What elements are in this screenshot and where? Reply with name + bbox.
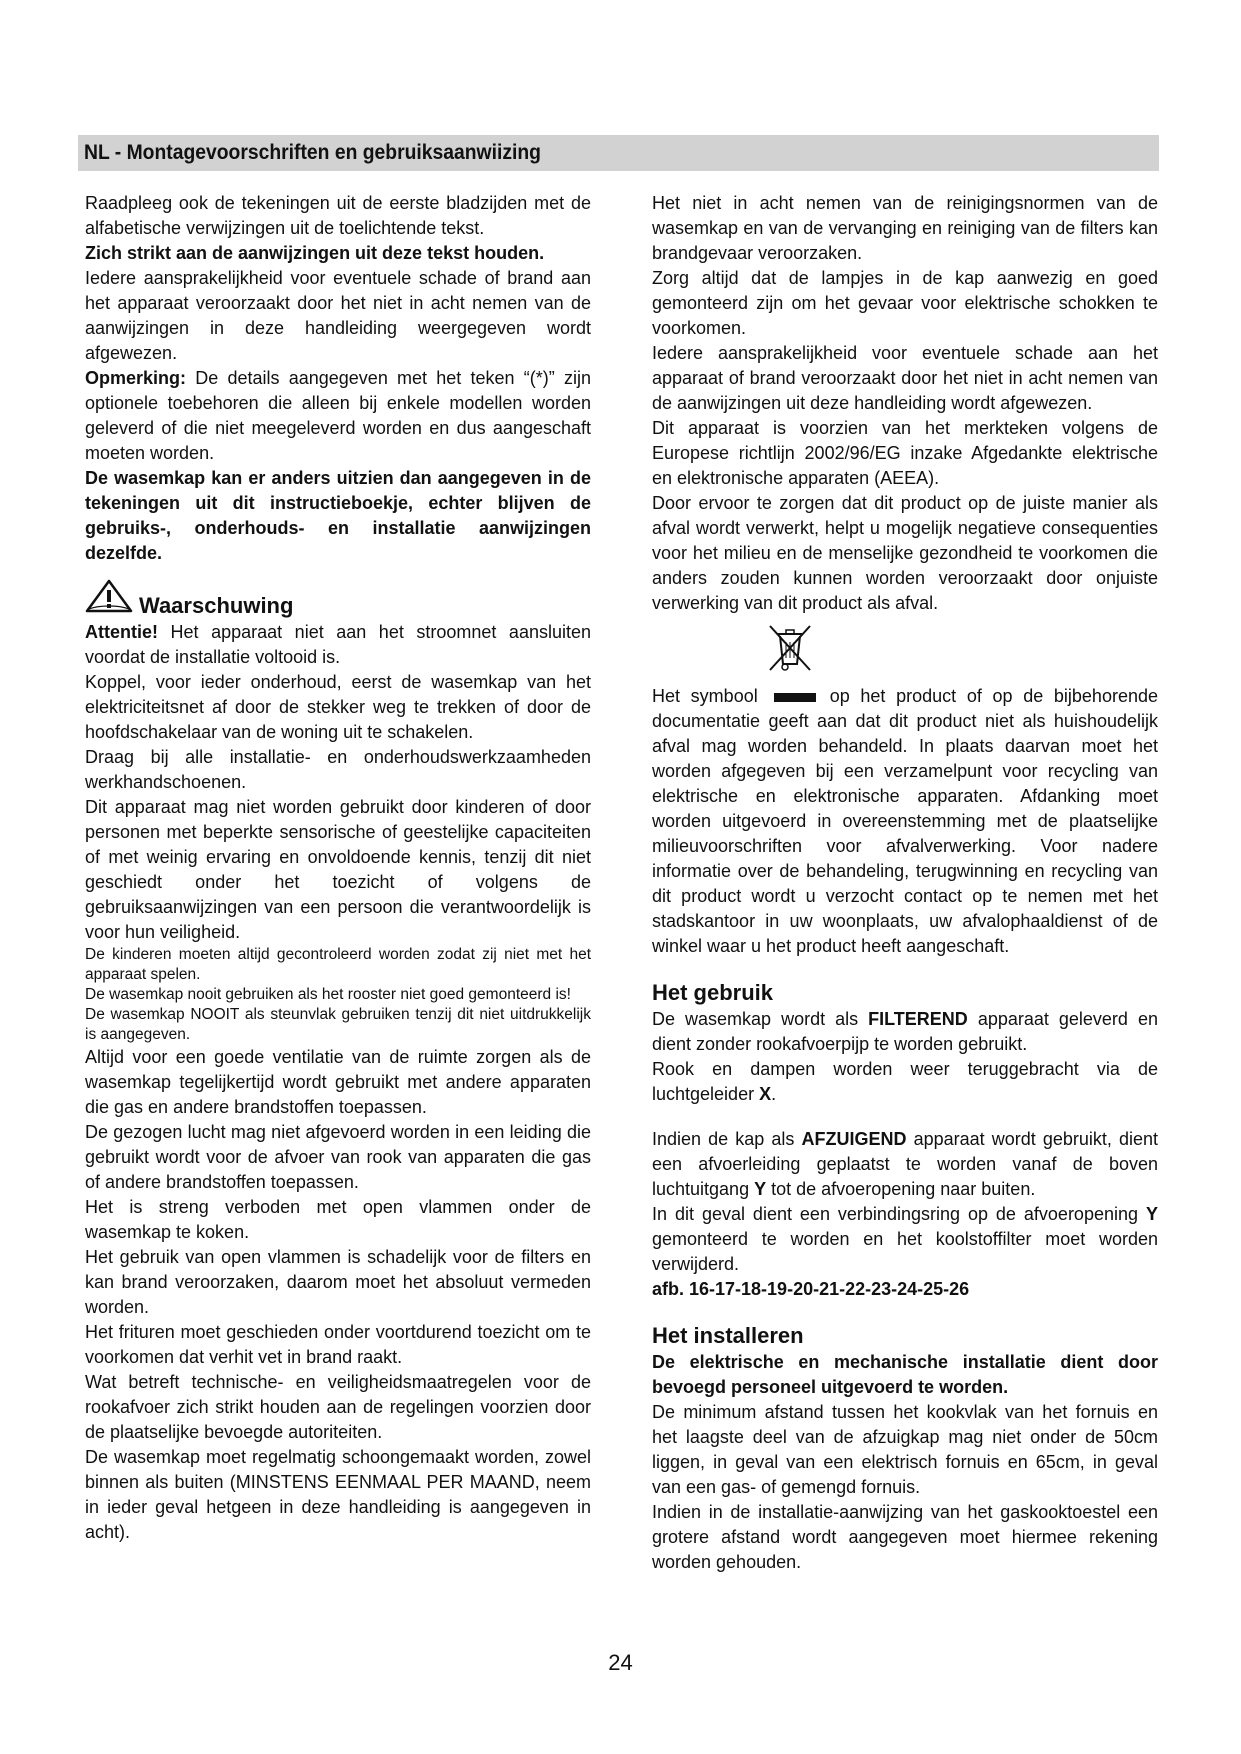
use-paragraph-4 bbox=[652, 1202, 1158, 1277]
children-text: Dit apparaat mag niet worden gebruikt door kinderen of door personen met beperkte sensorische of geestelijke capaciteiten of met weinig ervaring en onvoldoende kennis, tenzij dit niet geschiedt onder het toezicht of volgens de gebruiksaanwijzingen van een persoon die verantwoordelijk is voor hun veiligheid. bbox=[85, 797, 591, 942]
use-p2-a: Rook en dampen worden weer teruggebracht via de luchtgeleider bbox=[652, 1059, 1158, 1104]
symbol-post-text: op het product of op de bijbehorende documentatie geeft aan dat dit product niet als huishoudelijk afval mag worden behandeld. In plaats daarvan moet het worden afgegeven bij een verzamelpunt voor recycling van elektrische en elektronische apparaten. Afdanking moet worden uitgevoerd in overeenstemming met de plaatselijke milieuvoorschriften voor afvalverwerking. Voor nadere informatie over de behandeling, terugwinning en recycling van dit product wordt u verzocht contact op te nemen met het stadskantoor in uw woonplaats, uw afvalophaaldienst of de winkel waar u het product heeft aangeschaft. bbox=[652, 686, 1158, 956]
use-paragraph-2 bbox=[652, 1057, 1158, 1107]
crossed-bin-icon bbox=[762, 620, 818, 678]
page-title: NL - Montagevoorschriften en gebruiksaanwiizing bbox=[84, 141, 541, 164]
use-p3-a: Indien de kap als bbox=[652, 1129, 795, 1149]
use-p2-b: . bbox=[771, 1084, 777, 1104]
weee-symbol-wrap bbox=[652, 620, 1158, 678]
attention-text: Het apparaat niet aan het stroomnet aansluiten voordat de installatie voltooid is. bbox=[85, 622, 591, 667]
liability-text-2: Iedere aansprakelijkheid voor eventuele schade aan het apparaat of brand veroorzaakt door het niet in acht nemen van de aanwijzingen uit deze handleiding wordt afgewezen. bbox=[652, 343, 1158, 413]
ventilation-text: Altijd voor een goede ventilatie van de ruimte zorgen als de wasemkap tegelijkertijd wordt gebruikt met andere apparaten die gas en andere brandstoffen toepassen. bbox=[85, 1047, 591, 1117]
open-flames-text: Het is streng verboden met open vlammen onder de wasemkap te koken. bbox=[85, 1197, 591, 1242]
right-column bbox=[652, 191, 1158, 1575]
use-p4-b: gemonteerd te worden en het koolstoffilter moet worden verwijderd. bbox=[652, 1229, 1158, 1274]
liability-text: Iedere aansprakelijkheid voor eventuele schade of brand aan het apparaat veroorzaakt door het niet in acht nemen van de aanwijzingen in deze handleiding weergegeven wordt afgewezen. bbox=[85, 268, 591, 363]
black-bar-symbol bbox=[774, 693, 816, 702]
surface-text: De wasemkap NOOIT als steunvlak gebruiken tenzij dit niet uitdrukkelijk is aangegeven. bbox=[85, 1006, 591, 1043]
figure-references: afb. 16-17-18-19-20-21-22-23-24-25-26 bbox=[652, 1279, 970, 1299]
appearance-notice: De wasemkap kan er anders uitzien dan aangegeven in de tekeningen uit dit instructieboekje, echter blijven de gebruiks-, onderhouds- en installatie aanwijzingen dezelfde. bbox=[85, 468, 591, 563]
warning-triangle-icon bbox=[85, 579, 139, 620]
use-paragraph-1 bbox=[652, 1007, 1158, 1057]
weee-text: Dit apparaat is voorzien van het merkteken volgens de Europese richtlijn 2002/96/EG inzake Afgedankte elektrische en elektronische apparaten (AEEA). bbox=[652, 418, 1158, 488]
disposal-text: Door ervoor te zorgen dat dit product op de juiste manier als afval wordt verwerkt, helpt u mogelijk negatieve consequenties voor het milieu en de menselijke gezondheid te voorkomen die anders zouden kunnen worden veroorzaakt door onjuiste verwerking van dit product als afval. bbox=[652, 493, 1158, 613]
use-p3-b: apparaat wordt gebruikt, dient een afvoerleiding geplaatst te worden vanaf de boven luchtuitgang bbox=[652, 1129, 1158, 1199]
note-text: De details aangegeven met het teken “(*)” zijn optionele toebehoren die alleen bij enkele modellen worden geleverd of die niet meegeleverd worden en dus aangeschaft moeten worden. bbox=[85, 368, 591, 463]
symbol-pre-text: Het symbool bbox=[652, 686, 758, 706]
attention-label: Attentie! bbox=[85, 622, 158, 642]
cleaning-text: De wasemkap moet regelmatig schoongemaakt worden, zowel binnen als buiten (MINSTENS EENMAAL PER MAAND, neem in ieder geval hetgeen in deze handleiding is aangegeven in acht). bbox=[85, 1447, 591, 1542]
label-y-2: Y bbox=[1145, 1204, 1158, 1224]
grid-text: De wasemkap nooit gebruiken als het rooster niet goed gemonteerd is! bbox=[85, 986, 571, 1003]
use-heading: Het gebruik bbox=[652, 980, 774, 1005]
label-x: X bbox=[759, 1084, 772, 1104]
afzuigend-term: AFZUIGEND bbox=[801, 1129, 907, 1149]
page-number: 24 bbox=[608, 1650, 633, 1675]
install-gas-text: Indien in de installatie-aanwijzing van het gaskooktoestel een grotere afstand wordt aangegeven moet hiermee rekening worden gehouden. bbox=[652, 1502, 1158, 1572]
warning-heading: Waarschuwing bbox=[139, 593, 294, 618]
note-paragraph bbox=[85, 366, 591, 466]
symbol-paragraph bbox=[652, 684, 1158, 959]
flames-filters-text: Het gebruik van open vlammen is schadelijk voor de filters en kan brand veroorzaken, daarom moet het absoluut vermeden worden. bbox=[85, 1247, 591, 1317]
strict-notice: Zich strikt aan de aanwijzingen uit deze tekst houden. bbox=[85, 243, 545, 263]
frying-text: Het frituren moet geschieden onder voortdurend toezicht om te voorkomen dat verhit vet in brand raakt. bbox=[85, 1322, 591, 1367]
install-distance-text: De minimum afstand tussen het kookvlak van het fornuis en het laagste deel van de afzuigkap mag niet onder de 50cm liggen, in geval van een elektrisch fornuis en 65cm, in geval van een gas- of gemengd fornuis. bbox=[652, 1402, 1158, 1497]
exhaust-text: De gezogen lucht mag niet afgevoerd worden in een leiding die gebruikt wordt voor de afvoer van rook van apparaten die gas of andere brandstoffen toepassen. bbox=[85, 1122, 591, 1192]
warning-heading-row bbox=[85, 582, 591, 620]
filterend-term: FILTEREND bbox=[868, 1009, 968, 1029]
intro-text: Raadpleeg ook de tekeningen uit de eerste bladzijden met de alfabetische verwijzingen uit de toelichtende tekst. bbox=[85, 193, 591, 238]
regulations-text: Wat betreft technische- en veiligheidsmaatregelen voor de rookafvoer zich strikt houden aan de regelingen voorzien door de plaatselijke bevoegde autoriteiten. bbox=[85, 1372, 591, 1442]
use-p3-c: tot de afvoeropening naar buiten. bbox=[771, 1179, 1036, 1199]
note-label: Opmerking: bbox=[85, 368, 187, 388]
use-p1-b: apparaat geleverd en dient zonder rookafvoerpijp te worden gebruikt. bbox=[652, 1009, 1158, 1054]
disconnect-text: Koppel, voor ieder onderhoud, eerst de wasemkap van het elektriciteitsnet af door de stekker weg te trekken of door de hoofdschakelaar van de woning uit te schakelen. bbox=[85, 672, 591, 742]
install-heading: Het installeren bbox=[652, 1323, 804, 1348]
lamps-text: Zorg altijd dat de lampjes in de kap aanwezig en goed gemonteerd zijn om het gevaar voor elektrische schokken te voorkomen. bbox=[652, 268, 1158, 338]
gloves-text: Draag bij alle installatie- en onderhoudswerkzaamheden werkhandschoenen. bbox=[85, 747, 591, 792]
header-bar bbox=[78, 135, 1159, 171]
use-p4-a: In dit geval dient een verbindingsring op de afvoeropening bbox=[652, 1204, 1138, 1224]
children-play-text: De kinderen moeten altijd gecontroleerd worden zodat zij niet met het apparaat spelen. bbox=[85, 946, 591, 983]
cleaning-norms-text: Het niet in acht nemen van de reinigingsnormen van de wasemkap en van de vervanging en reiniging van de filters kan brandgevaar veroorzaken. bbox=[652, 193, 1158, 263]
attention-paragraph bbox=[85, 620, 591, 670]
install-bold-notice: De elektrische en mechanische installatie dient door bevoegd personeel uitgevoerd te worden. bbox=[652, 1352, 1158, 1397]
label-y: Y bbox=[754, 1179, 767, 1199]
use-paragraph-3 bbox=[652, 1127, 1158, 1202]
use-p1-a: De wasemkap wordt als bbox=[652, 1009, 859, 1029]
left-column bbox=[85, 191, 591, 1545]
